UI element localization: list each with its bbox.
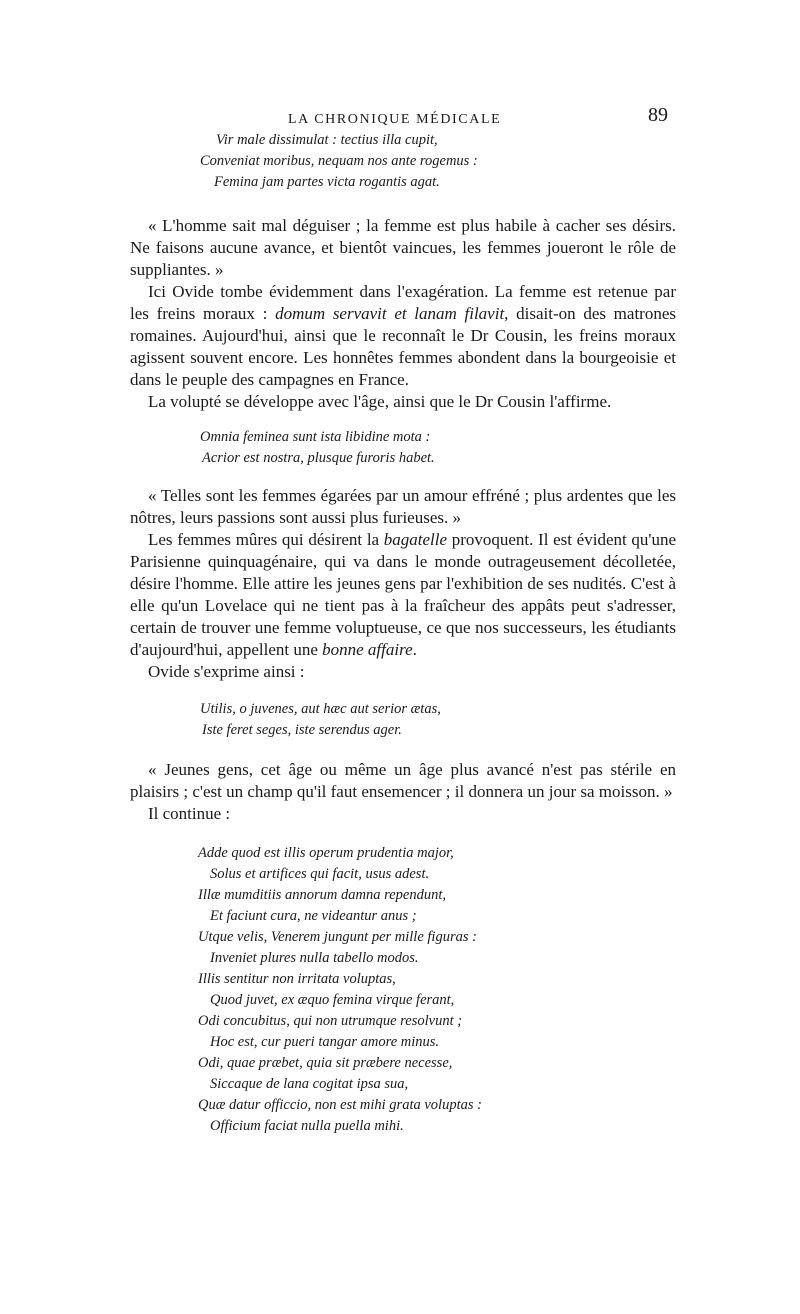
verse-line: Utque velis, Venerem jungunt per mille figuras : (198, 929, 477, 945)
prose-block-2 (130, 485, 676, 683)
paragraph: « Telles sont les femmes égarées par un amour effréné ; plus ardentes que les nôtres, leurs passions sont aussi plus furieuses. » (130, 486, 676, 527)
verse-line: Conveniat moribus, nequam nos ante rogemus : (200, 153, 478, 169)
paragraph (130, 281, 676, 391)
paragraph: « Jeunes gens, cet âge ou même un âge plus avancé n'est pas stérile en plaisirs ; c'est un champ qu'il faut ensemencer ; il donnera un jour sa moisson. » (130, 760, 676, 801)
paragraph-text: disait-on des matrones romaines. Aujourd'hui, ainsi que le reconnaît le Dr Cousin, les freins moraux agissent souvent encore. Les honnêtes femmes abondent dans la bourgeoisie et dans le peuple des campagnes en France. (130, 304, 676, 389)
verse-line: Odi, quae præbet, quia sit præbere necesse, (198, 1055, 453, 1071)
prose-block-1 (130, 215, 676, 413)
verse-line: Siccaque de lana cogitat ipsa sua, (210, 1076, 409, 1092)
verse-line: Vir male dissimulat : tectius illa cupit, (216, 132, 438, 148)
verse-line: Illæ mumditiis annorum damna rependunt, (198, 887, 446, 903)
paragraph (130, 529, 676, 661)
paragraph-text: . (412, 640, 417, 659)
paragraph-text: Les femmes mûres qui désirent la (148, 530, 384, 549)
italic-term: bonne affaire (322, 640, 413, 659)
page-body (130, 130, 676, 1137)
running-title: LA CHRONIQUE MÉDICALE (288, 112, 502, 127)
verse-line: Illis sentitur non irritata voluptas, (198, 971, 396, 987)
paragraph: La volupté se développe avec l'âge, ainsi que le Dr Cousin l'affirme. (148, 392, 612, 411)
verse-line: Utilis, o juvenes, aut hæc aut serior ætas, (200, 701, 441, 717)
paragraph: Ovide s'exprime ainsi : (148, 662, 305, 681)
verse-line: Hoc est, cur pueri tangar amore minus. (210, 1034, 440, 1050)
verse-line: Adde quod est illis operum prudentia major, (198, 845, 454, 861)
verse-line: Iste feret seges, iste serendus ager. (202, 722, 402, 738)
latin-verse-2 (200, 427, 676, 469)
prose-block-3 (130, 759, 676, 825)
verse-line: Solus et artifices qui facit, usus adest. (210, 866, 430, 882)
paragraph-text: provoquent. Il est évident qu'une Parisienne quinquagénaire, qui va dans le monde outrageusement décolletée, désire l'homme. Elle attire les jeunes gens par l'exhibition de ses nudités. C'est à elle qu'un Lovelace qui ne tient pas à la fraîcheur des appâts peut s'adresser, certain de trouver une femme voluptueuse, ce que nos successeurs, les étudiants d'aujourd'hui, appellent une (130, 530, 676, 659)
latin-quote: domum servavit et lanam filavit, (275, 304, 509, 323)
verse-line: Officium faciat nulla puella mihi. (210, 1118, 404, 1134)
latin-verse-1 (200, 130, 676, 193)
paragraph: « L'homme sait mal déguiser ; la femme est plus habile à cacher ses désirs. Ne faisons aucune avance, et bientôt vaincues, les femmes joueront le rôle de suppliantes. » (130, 216, 676, 279)
latin-verse-3 (200, 699, 676, 741)
verse-line: Odi concubitus, qui non utrumque resolvunt ; (198, 1013, 463, 1029)
page-number: 89 (648, 104, 668, 126)
paragraph: Il continue : (148, 804, 231, 823)
paragraph-text: Ici Ovide tombe évidemment dans l'exagération. La femme est retenue par les freins moraux : (130, 282, 676, 323)
verse-line: Quod juvet, ex æquo femina virque ferant, (210, 992, 455, 1008)
verse-line: Femina jam partes victa rogantis agat. (214, 174, 440, 190)
verse-line: Quæ datur officcio, non est mihi grata voluptas : (198, 1097, 482, 1113)
italic-term: bagatelle (383, 530, 448, 549)
verse-line: Omnia feminea sunt ista libidine mota : (200, 429, 431, 445)
verse-line: Inveniet plures nulla tabello modos. (210, 950, 419, 966)
latin-verse-4 (198, 843, 676, 1137)
verse-line: Et faciunt cura, ne videantur anus ; (210, 908, 417, 924)
verse-line: Acrior est nostra, plusque furoris habet. (202, 450, 435, 466)
